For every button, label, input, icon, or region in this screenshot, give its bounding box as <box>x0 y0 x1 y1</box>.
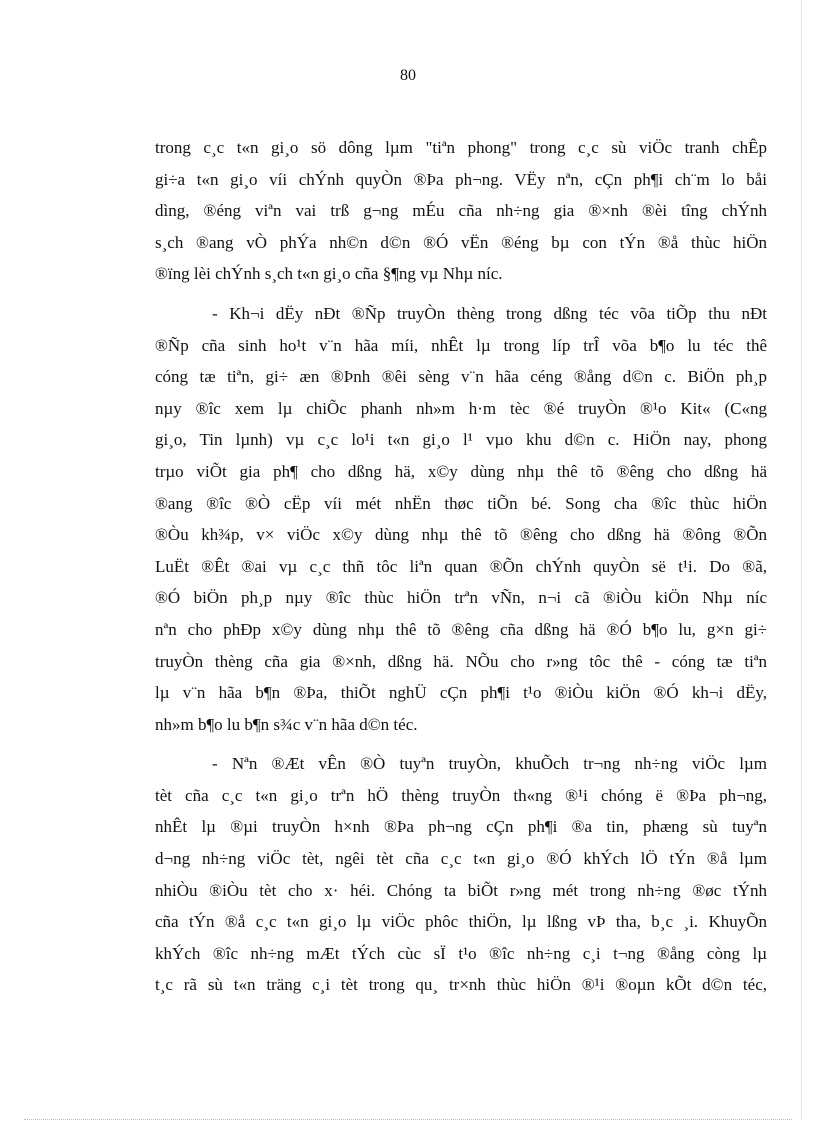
text-line: gi¸o, Tin lµnh) vµ c¸c lo¹i t«n gi¸o l¹ vµo khu d©n c. HiÖn nay, phong <box>155 430 767 450</box>
page-number: 80 <box>400 67 416 84</box>
text-line: - Nªn ®Æt vÊn ®Ò tuyªn truyÒn, khuÕch tr¬ng nh÷ng viÖc lµm <box>212 754 767 774</box>
text-line: cóng tæ tiªn, gi÷ æn ®Þnh ®êi sèng v¨n hãa céng ®ång d©n c. BiÖn ph¸p <box>155 367 767 387</box>
body-text <box>155 136 767 1005</box>
text-line: d¬ng nh÷ng viÖc tèt, ngêi tèt cña c¸c t«n gi¸o ®Ó khÝch lÖ tÝn ®å lµm <box>155 849 767 869</box>
text-line: truyÒn thèng cña gia ®×nh, dßng hä. NÕu cho r»ng tôc thê - cóng tæ tiªn <box>155 651 767 671</box>
text-line: nªn cho phÐp x©y dùng nhµ thê tõ ®êng cña dßng hä ®Ó b¶o lu, g×n gi÷ <box>155 619 767 639</box>
text-line: trong c¸c t«n gi¸o sö dông lµm "tiªn phong" trong c¸c sù viÖc tranh chÊp <box>155 138 767 157</box>
paragraph-2 <box>155 302 767 744</box>
text-line: ®Ñp cña sinh ho¹t v¨n hãa míi, nhÊt lµ trong líp trÎ võa b¶o lu téc thê <box>155 335 767 355</box>
text-line: cña tÝn ®å c¸c t«n gi¸o lµ viÖc phôc thiÖn, lµ lßng vÞ tha, b¸c ¸i. KhuyÕn <box>155 912 767 932</box>
page-bottom-border <box>24 1119 792 1120</box>
text-line: trµo viÕt gia ph¶ cho dßng hä, x©y dùng nhµ thê tõ ®êng cho dßng hä <box>155 461 767 481</box>
text-line: tèt cña c¸c t«n gi¸o trªn hÖ thèng truyÒn th«ng ®¹i chóng ë ®Þa ph¬ng, <box>155 785 767 805</box>
text-line: ®Ó biÖn ph¸p nµy ®îc thùc hiÖn trªn vÑn, n¬i cã ®iÒu kiÖn Nhµ níc <box>155 588 767 608</box>
text-line: ®Òu kh¾p, v× viÖc x©y dùng nhµ thê tõ ®êng cho dßng hä ®ông ®Õn <box>155 525 767 545</box>
text-line: nµy ®îc xem lµ chiÕc phanh nh»m h·m tèc ®é truyÒn ®¹o Kit« (C«ng <box>155 398 767 418</box>
text-line: t¸c rã sù t«n träng c¸i tèt trong qu¸ tr×nh thùc hiÖn ®¹i ®oµn kÕt d©n téc, <box>155 975 767 995</box>
text-line: s¸ch ®ang vÒ phÝa nh©n d©n ®Ó vËn ®éng bµ con tÝn ®å thùc hiÖn <box>155 232 767 252</box>
paragraph-3 <box>155 752 767 1005</box>
text-line: lµ v¨n hãa b¶n ®Þa, thiÕt nghÜ cÇn ph¶i t¹o ®iÒu kiÖn ®Ó kh¬i dËy, <box>155 683 767 703</box>
text-line: LuËt ®Êt ®ai vµ c¸c thñ tôc liªn quan ®Õn chÝnh quyÒn së t¹i. Do ®ã, <box>155 556 767 576</box>
text-line: - Kh¬i dËy nÐt ®Ñp truyÒn thèng trong dßng téc võa tiÕp thu nÐt <box>212 303 767 323</box>
text-line: nhiÒu ®iÒu tèt cho x· héi. Chóng ta biÕt r»ng mét trong nh÷ng ®øc tÝnh <box>155 880 767 900</box>
text-line: ®ang ®îc ®Ò cËp víi mét nhËn thøc tiÕn bé. Song cha ®îc thùc hiÖn <box>155 493 767 513</box>
text-line: ®ïng lèi chÝnh s¸ch t«n gi¸o cña §¶ng vµ Nhµ níc. <box>155 264 503 284</box>
text-line: khÝch ®îc nh÷ng mÆt tÝch cùc sÏ t¹o ®îc nh÷ng c¸i t¬ng ®ång còng lµ <box>155 943 767 963</box>
text-line: nhÊt lµ ®µi truyÒn h×nh ®Þa ph¬ng cÇn ph¶i ®a tin, phæng sù tuyªn <box>155 817 767 837</box>
text-line: nh»m b¶o lu b¶n s¾c v¨n hãa d©n téc. <box>155 714 418 734</box>
paragraph-1 <box>155 136 767 294</box>
text-line: gi÷a t«n gi¸o víi chÝnh quyÒn ®Þa ph¬ng. VËy nªn, cÇn ph¶i ch¨m lo båi <box>155 169 767 189</box>
page-side-border <box>801 0 802 1119</box>
text-line: dìng, ®éng viªn vai trß g¬ng mÉu cña nh÷ng gia ®×nh ®èi tîng chÝnh <box>155 201 767 221</box>
